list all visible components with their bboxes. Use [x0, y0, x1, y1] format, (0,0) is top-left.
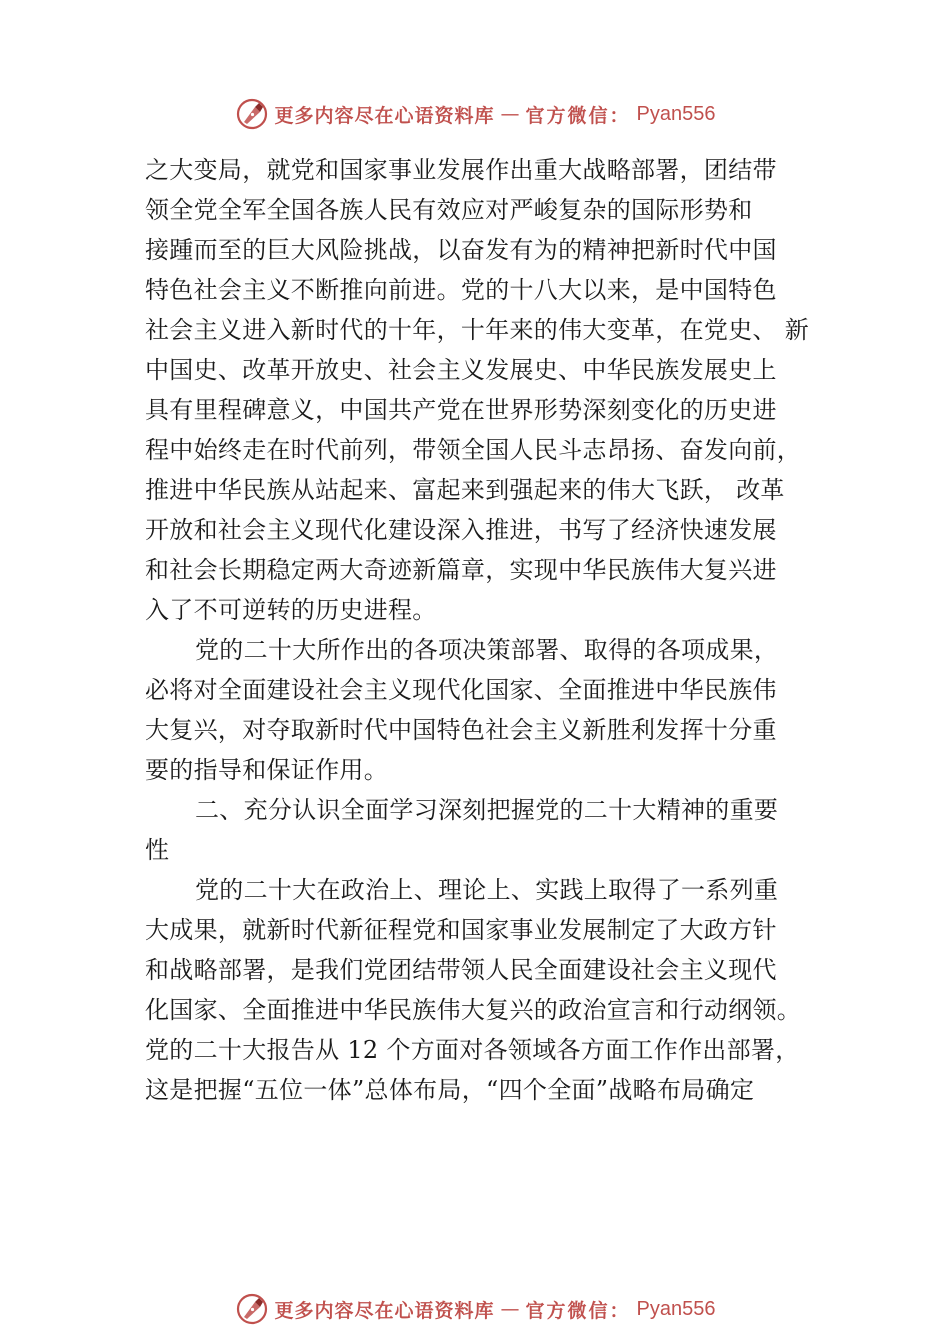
- text-line: 开放和社会主义现代化建设深入推进，书写了经济快速发展: [145, 516, 777, 544]
- section-heading-continuation: 性: [145, 836, 170, 864]
- text-line: 化国家、全面推进中华民族伟大复兴的政治宣言和行动纲领。: [145, 996, 802, 1024]
- text-line: 这是把握“五位一体”总体布局，“四个全面”战略布局确定: [145, 1076, 755, 1104]
- footer-watermark: [0, 1289, 950, 1329]
- paragraph-start-line: 党的二十大所作出的各项决策部署、取得的各项成果，: [195, 636, 779, 664]
- pen-nib-logo-icon: [235, 97, 269, 131]
- document-body: [145, 150, 810, 1110]
- text-line: 推进中华民族从站起来、富起来到强起来的伟大飞跃， 改革: [145, 476, 785, 504]
- text-line: 社会主义进入新时代的十年，十年来的伟大变革，在党史、 新: [145, 316, 810, 344]
- watermark-dash: —: [500, 103, 520, 125]
- paragraph-start-line: 党的二十大在政治上、理论上、实践上取得了一系列重: [195, 876, 779, 904]
- section-heading: 二、充分认识全面学习深刻把握党的二十大精神的重要: [195, 796, 779, 824]
- text-line: 程中始终走在时代前列，带领全国人民斗志昂扬、奋发向前，: [145, 436, 802, 464]
- text-line: 和社会长期稳定两大奇迹新篇章，实现中华民族伟大复兴进: [145, 556, 777, 584]
- text-line: 党的二十大报告从 12 个方面对各领域各方面工作作出部署，: [145, 1036, 800, 1064]
- text-line: 之大变局，就党和国家事业发展作出重大战略部署，团结带: [145, 156, 777, 184]
- text-line: 大复兴，对夺取新时代中国特色社会主义新胜利发挥十分重: [145, 716, 777, 744]
- text-line: 必将对全面建设社会主义现代化国家、全面推进中华民族伟: [145, 676, 777, 704]
- text-line: 大成果，就新时代新征程党和国家事业发展制定了大政方针: [145, 916, 777, 944]
- watermark-dash: —: [500, 1298, 520, 1320]
- pen-nib-logo-icon: [235, 1292, 269, 1326]
- text-line: 领全党全军全国各族人民有效应对严峻复杂的国际形势和: [145, 196, 753, 224]
- text-line: 要的指导和保证作用。: [145, 756, 388, 784]
- text-line: 中国史、改革开放史、社会主义发展史、中华民族发展史上: [145, 356, 777, 384]
- header-watermark: [0, 94, 950, 134]
- watermark-label: 官方微信：: [525, 104, 631, 127]
- text-line: 具有里程碑意义，中国共产党在世界形势深刻变化的历史进: [145, 396, 777, 424]
- text-line: 和战略部署，是我们党团结带领人民全面建设社会主义现代: [145, 956, 777, 984]
- text-line: 入了不可逆转的历史进程。: [145, 596, 437, 624]
- text-line: 接踵而至的巨大风险挑战，以奋发有为的精神把新时代中国: [145, 236, 777, 264]
- watermark-label: 官方微信：: [525, 1299, 631, 1322]
- watermark-wechat-id: Pyan556: [636, 102, 716, 125]
- watermark-wechat-id: Pyan556: [636, 1297, 716, 1320]
- watermark-brand: 更多内容尽在心语资料库: [274, 1299, 495, 1322]
- text-line: 特色社会主义不断推向前进。党的十八大以来，是中国特色: [145, 276, 777, 304]
- watermark-brand: 更多内容尽在心语资料库: [274, 104, 495, 127]
